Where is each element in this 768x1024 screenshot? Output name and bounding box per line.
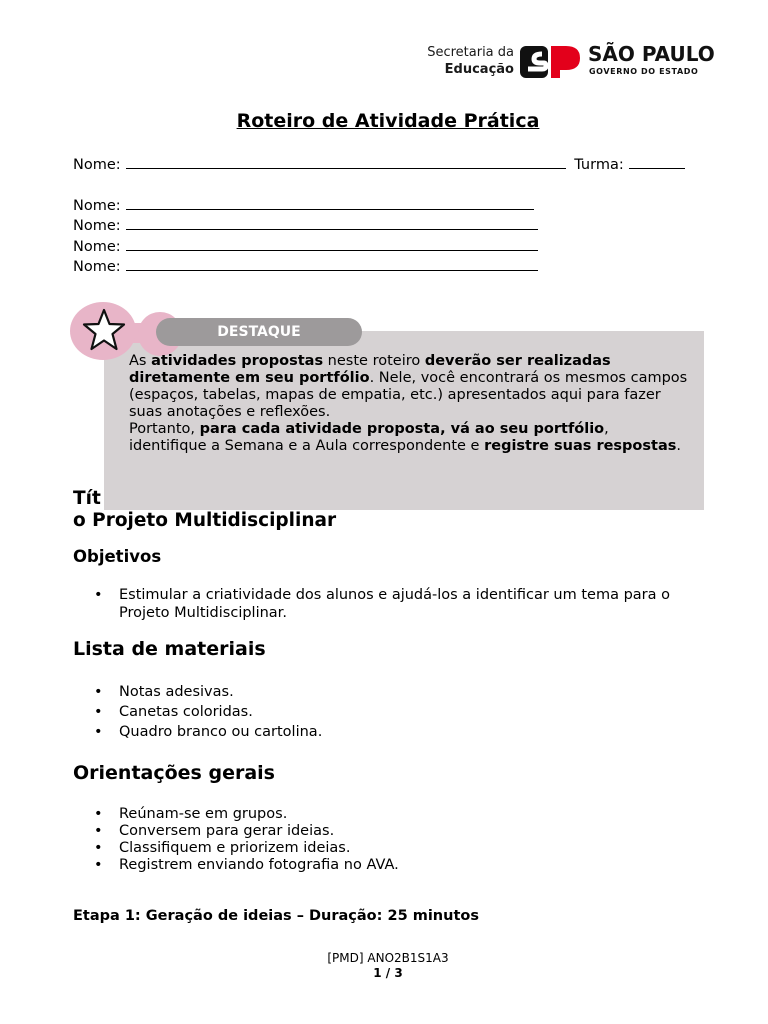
footer-code: [PMD] ANO2B1S1A3 (327, 951, 449, 965)
list-item: • Estimular a criatividade dos alunos e ajudá-los a identificar um tema para o Projeto Multidisciplinar. (73, 586, 713, 622)
text-run: Portanto, (129, 421, 200, 437)
nome-row-4 (73, 256, 538, 277)
destaque-paragraph-1 (129, 353, 689, 421)
text-run: As (129, 353, 152, 369)
secretaria-logo-text (380, 44, 514, 78)
nome-label: Nome: (73, 259, 121, 275)
nome-field[interactable] (126, 154, 566, 169)
nome-row-1 (73, 195, 534, 216)
materiais-list (73, 682, 713, 742)
list-item: • Classifiquem e priorizem ideias. (73, 840, 713, 857)
orientacoes-heading: Orientações gerais (73, 762, 275, 784)
destaque-paragraph-2 (129, 421, 689, 455)
orientacoes-list (73, 806, 713, 874)
nome-label: Nome: (73, 218, 121, 234)
section-title-partial: Tít (73, 488, 101, 509)
nome-row-3 (73, 236, 538, 257)
governo-label: GOVERNO DO ESTADO (589, 67, 699, 76)
text-run: , identifique a Semana e a Aula correspondente e (129, 421, 609, 454)
materiais-heading: Lista de materiais (73, 638, 266, 660)
list-item: • Canetas coloridas. (73, 702, 713, 722)
objetivos-list (73, 586, 713, 622)
nome-row-2 (73, 215, 538, 236)
list-item: • Quadro branco ou cartolina. (73, 722, 713, 742)
turma-label: Turma: (574, 157, 624, 173)
nome-label: Nome: (73, 198, 121, 214)
page-title: Roteiro de Atividade Prática (236, 110, 540, 132)
nome-label: Nome: (73, 239, 121, 255)
destaque-text (129, 353, 689, 455)
bold-text-run: atividades propostas (151, 353, 324, 369)
secretaria-line2: Educação (444, 62, 514, 77)
list-item: • Reúnam-se em grupos. (73, 806, 713, 823)
bold-text-run: deverão ser realizadas diretamente em seu portfólio (129, 353, 611, 386)
sp-logo-icon (520, 46, 582, 78)
nome-turma-row (73, 154, 685, 175)
list-item: • Registrem enviando fotografia no AVA. (73, 857, 713, 874)
list-item: • Notas adesivas. (73, 682, 713, 702)
text-run: . Nele, você encontrará os mesmos campos (espaços, tabelas, mapas de empatia, etc.) apresentados aqui para fazer suas anotações e reflexões. (129, 370, 688, 420)
sao-paulo-label: SÃO PAULO (588, 42, 715, 66)
footer-page-number: 1 / 3 (373, 966, 403, 980)
turma-field[interactable] (629, 154, 685, 169)
nome-field[interactable] (126, 256, 538, 271)
nome-label: Nome: (73, 157, 121, 173)
nome-field[interactable] (126, 215, 538, 230)
bold-text-run: para cada atividade proposta, vá ao seu portfólio (199, 421, 605, 437)
list-item: • Conversem para gerar ideias. (73, 823, 713, 840)
objetivos-heading: Objetivos (73, 547, 162, 566)
etapa-1-heading: Etapa 1: Geração de ideias – Duração: 25 minutos (73, 908, 479, 924)
star-icon (80, 307, 128, 353)
nome-field[interactable] (126, 236, 538, 251)
text-run: . (676, 438, 681, 454)
nome-field[interactable] (126, 195, 534, 210)
bold-text-run: registre suas respostas (484, 438, 677, 454)
text-run: neste roteiro (323, 353, 425, 369)
section-title-line2: o Projeto Multidisciplinar (73, 510, 337, 531)
destaque-badge: DESTAQUE (156, 318, 362, 346)
secretaria-line1: Secretaria da (427, 45, 514, 60)
